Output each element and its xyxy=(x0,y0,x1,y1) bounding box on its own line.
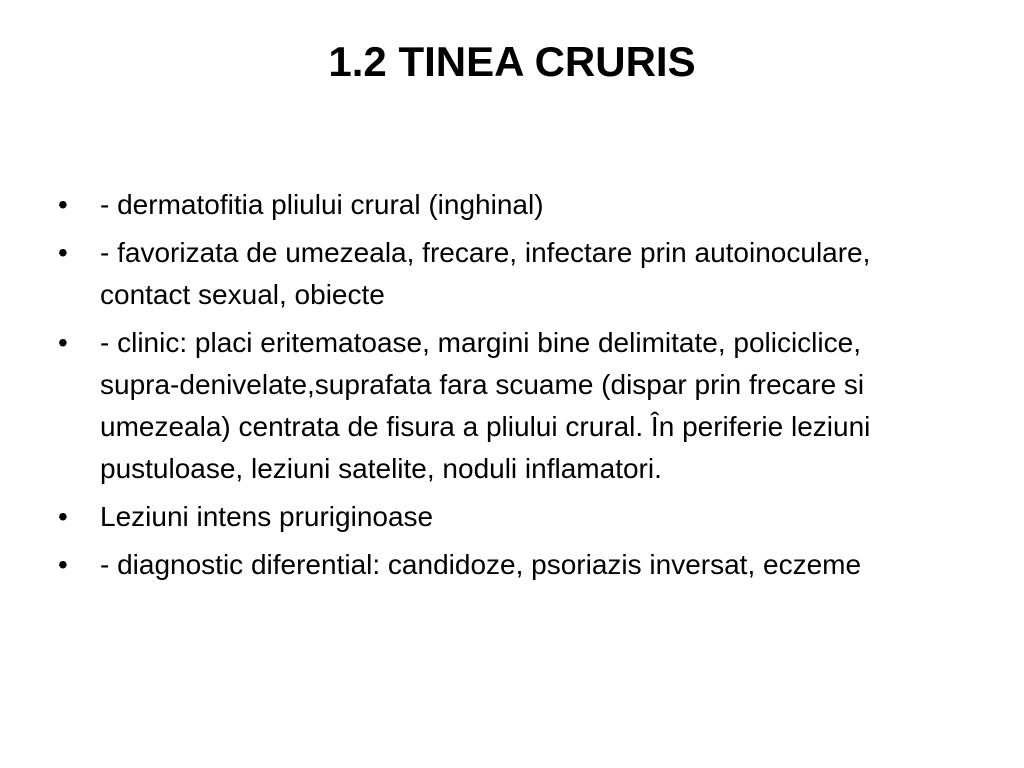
bullet-text: - clinic: placi eritematoase, margini bine delimitate, policiclice, supra-denivelate,suprafata fara scuame (dispar prin frecare si umezeala) centrata de fisura a pliului crural. În periferie leziuni pustuloase, leziuni satelite, noduli inflamatori. xyxy=(100,327,871,484)
bullet-list xyxy=(58,184,948,592)
bullet-icon: • xyxy=(58,549,68,580)
bullet-text: - diagnostic diferential: candidoze, psoriazis inversat, eczeme xyxy=(100,549,862,580)
bullet-icon: • xyxy=(58,501,68,532)
bullet-icon: • xyxy=(58,189,68,220)
bullet-icon: • xyxy=(58,327,68,358)
bullet-text: - dermatofitia pliului crural (inghinal) xyxy=(100,189,544,220)
bullet-text: - favorizata de umezeala, frecare, infectare prin autoinoculare, contact sexual, obiecte xyxy=(100,237,871,310)
list-item xyxy=(58,544,948,586)
bullet-icon: • xyxy=(58,237,68,268)
bullet-text: Leziuni intens pruriginoase xyxy=(100,501,434,532)
slide-title: 1.2 TINEA CRURIS xyxy=(328,38,696,85)
list-item xyxy=(58,232,948,316)
list-item xyxy=(58,496,948,538)
list-item xyxy=(58,184,948,226)
list-item xyxy=(58,322,948,490)
